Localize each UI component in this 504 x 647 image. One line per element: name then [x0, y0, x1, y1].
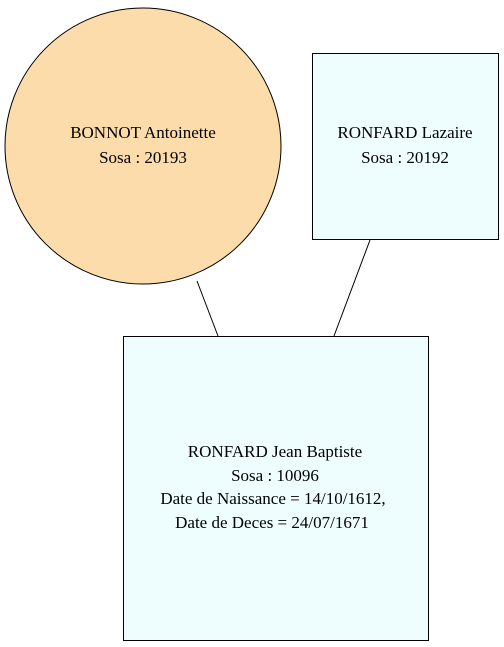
node-father-sosa: Sosa : 20192	[361, 148, 449, 167]
node-father[interactable]	[313, 54, 499, 240]
node-father-name: RONFARD Lazaire	[337, 123, 473, 142]
node-child-sosa: Sosa : 10096	[231, 466, 319, 485]
node-child-death: Date de Deces = 24/07/1671	[175, 513, 369, 532]
node-mother-sosa: Sosa : 20193	[99, 148, 187, 167]
node-mother-shape	[5, 8, 281, 284]
node-child[interactable]	[124, 337, 429, 641]
node-father-shape	[313, 54, 499, 240]
node-mother[interactable]	[5, 8, 281, 284]
edge-mother-to-child	[197, 281, 218, 336]
edge-father-to-child	[334, 240, 370, 336]
node-mother-name: BONNOT Antoinette	[70, 123, 216, 142]
node-child-name: RONFARD Jean Baptiste	[187, 442, 363, 461]
node-child-birth: Date de Naissance = 14/10/1612,	[160, 489, 386, 508]
